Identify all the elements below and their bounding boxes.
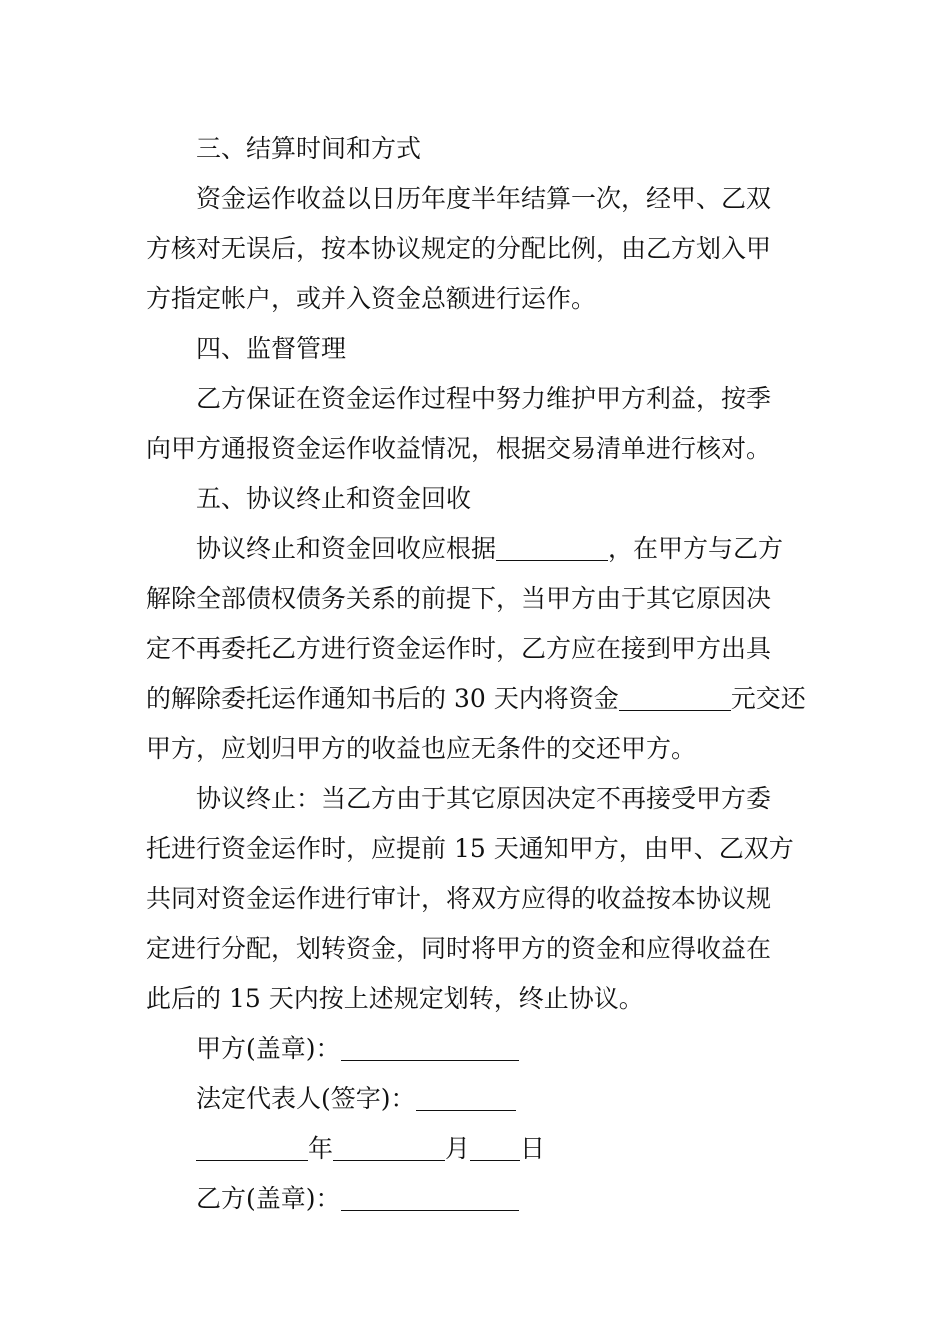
section-heading-termination: 五、协议终止和资金回收: [196, 484, 472, 513]
party-a-seal-label: 甲方(盖章)：: [196, 1034, 341, 1063]
text-run: 元交还: [730, 684, 806, 713]
month-label: 月: [445, 1134, 471, 1163]
paragraph-line: 定不再委托乙方进行资金运作时，乙方应在接到甲方出具: [146, 634, 772, 663]
paragraph-line: 解除全部债权债务关系的前提下，当甲方由于其它原因决: [146, 584, 772, 613]
legal-rep-blank[interactable]: [416, 1084, 516, 1111]
text-run: 方核对无误后，按本协议规定的分配比例，由乙方划入甲: [146, 234, 772, 263]
text-run: ，在甲方与乙方: [608, 534, 784, 563]
year-label: 年: [308, 1134, 334, 1163]
paragraph-line: 共同对资金运作进行审计，将双方应得的收益按本协议规: [146, 884, 772, 913]
day-blank[interactable]: [470, 1134, 520, 1161]
paragraph-line: 向甲方通报资金运作收益情况，根据交易清单进行核对。: [146, 434, 772, 463]
date-line: [146, 1124, 806, 1174]
paragraph-line: [146, 674, 806, 724]
month-blank[interactable]: [333, 1134, 445, 1161]
legal-rep-label: 法定代表人(签字)：: [196, 1084, 416, 1113]
day-label: 日: [520, 1134, 546, 1163]
section-heading-settlement: 三、结算时间和方式: [196, 134, 422, 163]
paragraph-line: [146, 174, 806, 224]
paragraph-line: 协议终止：当乙方由于其它原因决定不再接受甲方委: [196, 784, 772, 813]
paragraph-line: 定进行分配，划转资金，同时将甲方的资金和应得收益在: [146, 934, 772, 963]
text-run: 资金运作收益以日历年度半年结算一次，经甲、乙双: [196, 184, 772, 213]
paragraph-line: 乙方保证在资金运作过程中努力维护甲方利益，按季: [196, 384, 772, 413]
text-run: 协议终止和资金回收应根据: [196, 534, 497, 563]
fill-in-blank[interactable]: [496, 534, 608, 561]
party-b-seal-blank[interactable]: [341, 1184, 519, 1211]
paragraph-line: [146, 524, 806, 574]
section-heading-supervision: 四、监督管理: [196, 334, 347, 363]
paragraph-line: 方指定帐户，或并入资金总额进行运作。: [146, 284, 597, 313]
party-a-seal-blank[interactable]: [341, 1034, 519, 1061]
party-b-seal-label: 乙方(盖章)：: [196, 1184, 341, 1213]
document-page: [146, 124, 806, 1224]
legal-rep-line: [146, 1074, 806, 1124]
year-blank[interactable]: [196, 1134, 308, 1161]
text-run: 的解除委托运作通知书后的 30 天内将资金: [146, 684, 619, 713]
paragraph-line: 托进行资金运作时，应提前 15 天通知甲方，由甲、乙双方: [146, 834, 794, 863]
paragraph-line: 甲方，应划归甲方的收益也应无条件的交还甲方。: [146, 734, 697, 763]
paragraph-line: 此后的 15 天内按上述规定划转，终止协议。: [146, 984, 644, 1013]
paragraph-line: [146, 224, 806, 274]
party-b-seal-line: [146, 1174, 806, 1224]
fill-in-blank[interactable]: [619, 684, 731, 711]
party-a-seal-line: [146, 1024, 806, 1074]
